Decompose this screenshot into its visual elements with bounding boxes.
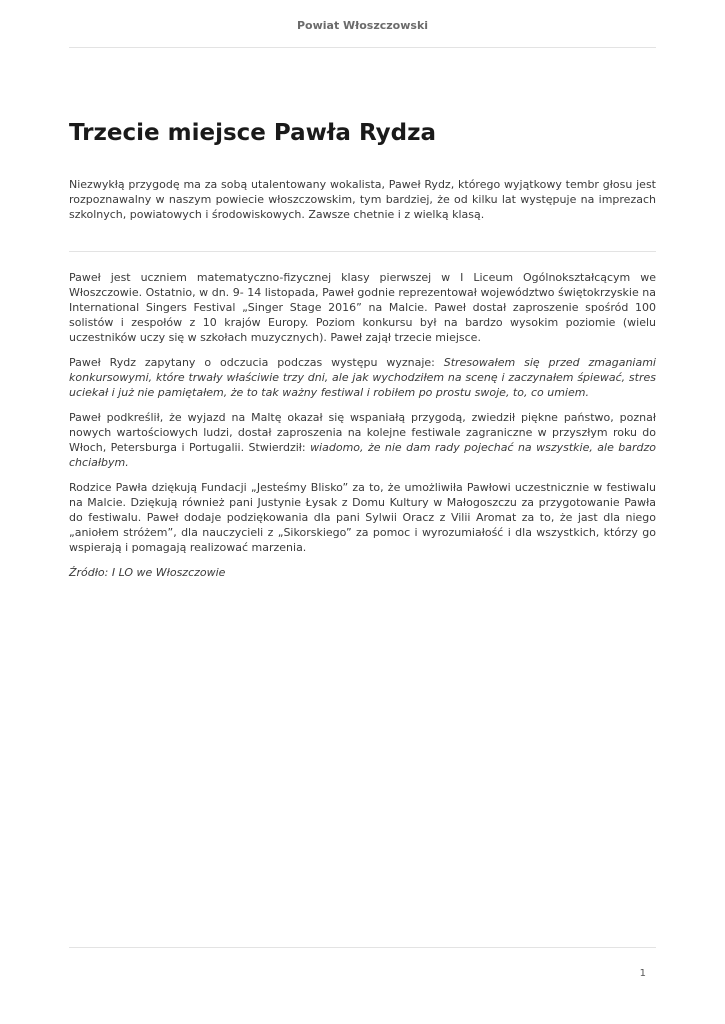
lead-paragraph: Niezwykłą przygodę ma za sobą utalentowany wokalista, Paweł Rydz, którego wyjątkowy tembr głosu jest rozpoznawalny w naszym powiecie włoszczowskim, tym bardziej, że od kilku lat występuje na imprezach szkolnych, powiatowych i środowiskowych. Zawsze chetnie i z wielką klasą. xyxy=(69,178,656,221)
paragraph-2-intro: Paweł Rydz zapytany o odczucia podczas występu wyznaje: xyxy=(69,356,435,369)
paragraph-3 xyxy=(69,410,656,470)
header-divider xyxy=(69,47,656,48)
article-body xyxy=(69,270,656,565)
page-header-title: Powiat Włoszczowski xyxy=(296,19,429,32)
paragraph-1: Paweł jest uczniem matematyczno-fizycznej klasy pierwszej w I Liceum Ogólnokształcącym we Włoszczowie. Ostatnio, w dn. 9- 14 listopada, Paweł godnie reprezentował województwo świętokrzyskie na International Singers Festival „Singer Stage 2016” na Malcie. Paweł dostał zaproszenie spośród 100 solistów i zespołów z 10 krajów Europy. Poziom konkursu był na bardzo wysokim poziomie (wielu uczestników uczy się w szkołach muzycznych). Paweł zajął trzecie miejsce. xyxy=(69,271,656,344)
article-source: Źródło: I LO we Włoszczowie xyxy=(69,566,226,579)
paragraph-2 xyxy=(69,355,656,400)
paragraph-3-intro: Paweł podkreślił, że wyjazd na Maltę okazał się wspaniałą przygodą, zwiedził piękne państwo, poznał nowych wartościowych ludzi, dostał zaproszenia na kolejne festiwale zagraniczne w przyszłym roku do Włoch, Petersburga i Portugalii. Stwierdził: xyxy=(69,411,656,454)
page-number: 1 xyxy=(639,968,646,979)
paragraph-4: Rodzice Pawła dziękują Fundacji „Jesteśmy Blisko” za to, że umożliwiła Pawłowi uczestnicznie w festiwalu na Malcie. Dziękują również pani Justynie Łysak z Domu Kultury w Małogoszczu za przygotowanie Pawła do festiwalu. Paweł dodaje podziękowania dla pani Sylwii Oracz z Vilii Aromat za to, że jast dla niego „aniołem stróżem”, dla nauczycieli z „Sikorskiego” za pomoc i wyrozumiałość i dla wszystkich, którzy go wspierają i pomagają realizować marzenia. xyxy=(69,481,656,554)
paragraph-3-quote: wiadomo, że nie dam rady pojechać na wszystkie, ale bardzo chciałbym. xyxy=(69,441,656,469)
footer-divider xyxy=(69,947,656,948)
article-lead xyxy=(69,177,656,232)
paragraph-2-quote: Stresowałem się przed zmaganiami konkursowymi, które trwały właściwie trzy dni, ale jak wychodziłem na scenę i zaczynałem śpiewać, stres uciekał i już nie pamiętałem, że to tak ważny festiwal i robiłem po prostu swoje, to, co umiem. xyxy=(69,356,656,399)
article-title: Trzecie miejsce Pawła Rydza xyxy=(69,120,436,146)
section-divider xyxy=(69,251,656,252)
